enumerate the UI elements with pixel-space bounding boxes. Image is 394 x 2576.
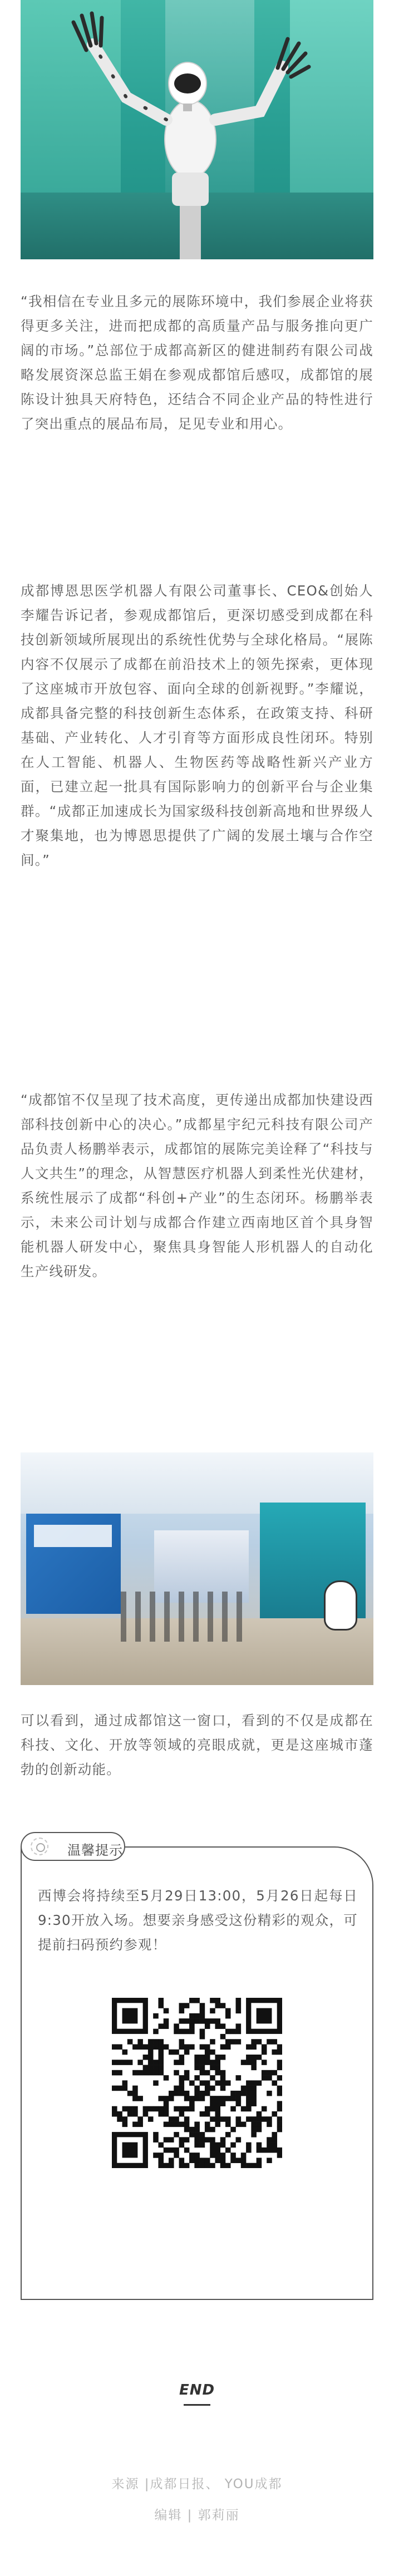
source-credit: 来源 |成都日报、 YOU成都 [111,2477,283,2491]
hall-booth-signboard [34,1525,112,1547]
panda-mascot [324,1580,357,1631]
tips-text: 西博会将持续至5月29日13:00，5月26日起每日9:30开放入场。想要亲身感受这份精彩的观众，可提前扫码预约参观！ [38,1888,358,1953]
tips-bulb-icon [31,1838,48,1855]
paragraph-3: “成都馆不仅呈现了技术高度，更传递出成都加快建设西部科技创新中心的决心。”成都星宇纪元科技有限公司产品负责人杨鹏举表示，成都馆的展陈完美诠释了“科技与人文共生”的理念，从智慧医疗机器人到柔性光伏建材，系统性展示了成都“科创+产业”的生态闭环。杨鹏举表示，未来公司计划与成都合作建立西南地区首个具身智能机器人研发中心，聚焦具身智能人形机器人的自动化生产线研发。 [21,1092,373,1279]
robot-figure [21,0,373,259]
end-label: END [179,2382,215,2398]
qr-code-pattern [112,1998,282,2168]
hall-visitors [121,1592,243,1642]
tips-label: 温馨提示 [67,1843,123,1858]
paragraph-2: 成都博恩思医学机器人有限公司董事长、CEO&创始人李耀告诉记者，参观成都馆后，更深切感受到成都在科技创新领域所展现出的系统性优势与全球化格局。“展陈内容不仅展示了成都在前沿技术上的领先探索，更体现了这座城市开放包容、面向全球的创新视野。”李耀说，成都具备完整的科技创新生态体系，在政策支持、科研基础、产业转化、人才引育等方面形成良性闭环。特别在人工智能、机器人、生物医药等战略性新兴产业方面，已建立起一批具有国际影响力的创新平台与企业集群。“成都正加速成长为国家级科技创新高地和世界级人才聚集地，也为博恩思提供了广阔的发展土壤与合作空间。” [21,583,373,868]
paragraph-4: 可以看到，通过成都馆这一窗口，看到的不仅是成都在科技、文化、开放等领域的亮眼成就，更是这座城市蓬勃的创新动能。 [21,1712,373,1777]
editor-credit: 编辑 | 郭莉丽 [154,2508,240,2523]
end-underline [184,2404,210,2406]
exhibition-hall-photo [21,1452,373,1685]
tips-tag [21,1832,125,1861]
end-mark [167,2382,227,2415]
robot-photo [21,0,373,259]
qr-code[interactable] [112,1998,282,2168]
paragraph-1: “我相信在专业且多元的展陈环境中，我们参展企业将获得更多关注，进而把成都的高质量产品与服务推向更广阔的市场。”总部位于成都高新区的健进制药有限公司战略发展资深总监王娟在参观成都馆后感叹，成都馆的展陈设计独具天府特色，还结合不同企业产品的特性进行了突出重点的展品布局，足见专业和用心。 [21,293,373,432]
